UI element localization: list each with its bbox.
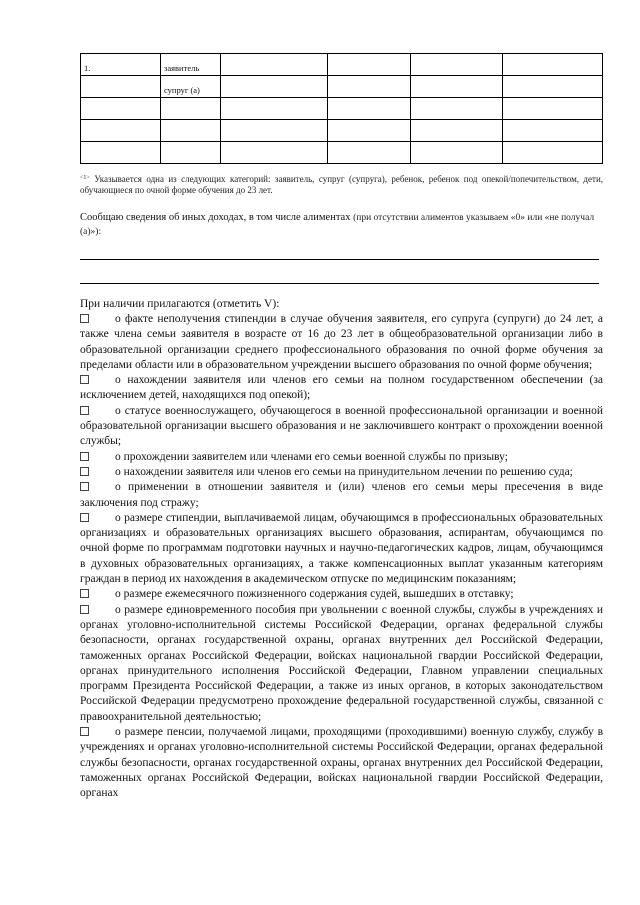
table-cell[interactable] — [221, 76, 328, 98]
table-cell[interactable] — [81, 98, 161, 120]
attachment-item — [80, 587, 603, 602]
table-cell[interactable]: супруг (а) — [161, 76, 221, 98]
checkbox-icon[interactable] — [80, 467, 89, 476]
checkbox-icon[interactable] — [80, 406, 89, 415]
other-income-lead: Сообщаю сведения об иных доходах, в том числе алиментах — [80, 212, 351, 223]
footnote-mark: <1> — [80, 175, 90, 181]
table-row — [81, 54, 603, 76]
attachment-item-text: о статусе военнослужащего, обучающегося в военной профессиональной организации и военной образовательной организации высшего образования и не заключившего контракт о прохождении военной службы; — [80, 404, 603, 448]
table-cell[interactable] — [328, 120, 411, 142]
table-cell[interactable] — [328, 98, 411, 120]
family-members-table — [80, 53, 603, 164]
table-cell[interactable] — [221, 98, 328, 120]
attachment-item-text: о нахождении заявителя или членов его семьи на полном государственном обеспечении (за исключением детей, находящихся под опекой); — [80, 374, 603, 402]
footnote-text: Указывается одна из следующих категорий: заявитель, супруг (супруга), ребенок, ребенок под опекой/попечительством, дети, обучающиеся по очной форме обучения до 23 лет. — [80, 174, 604, 195]
attachment-item — [80, 603, 603, 725]
checkbox-icon[interactable] — [80, 452, 89, 461]
table-cell[interactable] — [328, 54, 411, 76]
fill-line-2[interactable] — [80, 283, 599, 284]
checkbox-icon[interactable] — [80, 513, 89, 522]
attachment-item-text: о прохождении заявителем или членами его семьи военной службы по призыву; — [115, 450, 508, 463]
attachment-item-text: о размере ежемесячного пожизненного содержания судей, вышедших в отставку; — [115, 588, 514, 601]
table-cell[interactable] — [411, 120, 503, 142]
attachment-item — [80, 373, 603, 404]
attachment-item — [80, 450, 603, 465]
attachment-item-text: о применении в отношении заявителя и (или) членов его семьи меры пресечения в виде заключения под стражу; — [80, 481, 603, 509]
table-cell[interactable] — [221, 54, 328, 76]
attachment-item — [80, 465, 603, 480]
table-row — [81, 120, 603, 142]
attachment-item — [80, 511, 603, 587]
attachment-item — [80, 725, 603, 801]
table-cell[interactable] — [411, 142, 503, 164]
attachment-item-text: о факте неполучения стипендии в случае обучения заявителя, его супруга (супруги) до 24 лет, а также члена семьи заявителя в возрасте от 16 до 23 лет в общеобразовательной организации либо в образовательной организации среднего профессионального образования по очной форме обучения за пределами области или в образовательном учреждении высшего образования по очной форме обучения; — [80, 313, 603, 371]
checkbox-icon[interactable] — [80, 375, 89, 384]
table-cell[interactable] — [81, 76, 161, 98]
attachment-item-text: о размере стипендии, выплачиваемой лицам, обучающимся в профессиональных образовательных организациях и образовательных организациях высшего образования, аспирантам, обучающимся по очной форме по программам подготовки научных и научно-педагогических кадров, лицам, обучающимся в духовных образовательных организациях, а также компенсационных выплат указанным категориям граждан в период их нахождения в академическом отпуске по медицинским показаниям; — [80, 511, 603, 586]
table-cell[interactable] — [411, 54, 503, 76]
attachments-title: При наличии прилагаются (отметить V): — [80, 298, 280, 310]
attachments-list — [80, 312, 603, 802]
table-cell[interactable] — [503, 120, 603, 142]
table-cell[interactable] — [328, 142, 411, 164]
checkbox-icon[interactable] — [80, 314, 89, 323]
table-cell[interactable] — [503, 54, 603, 76]
checkbox-icon[interactable] — [80, 727, 89, 736]
fill-line-1[interactable] — [80, 259, 599, 260]
table-row — [81, 98, 603, 120]
table-cell[interactable] — [503, 76, 603, 98]
table-cell[interactable] — [221, 120, 328, 142]
attachment-item — [80, 480, 603, 511]
table-cell[interactable] — [81, 120, 161, 142]
table-cell[interactable] — [161, 142, 221, 164]
attachment-item — [80, 404, 603, 450]
table-cell[interactable] — [411, 98, 503, 120]
other-income-note: (при отсутствии алиментов указываем «0» или «не получал (а)»): — [80, 213, 595, 237]
checkbox-icon[interactable] — [80, 605, 89, 614]
attachment-item-text: о размере пенсии, получаемой лицами, проходящими (проходившими) военную службу, службу в учреждениях и органах уголовно-исполнительной системы Российской Федерации, органах федеральной службы безопасности, органах государственной охраны, органах внутренних дел Российской Федерации, таможенных органах Российской Федерации, войсках национальной гвардии Российской Федерации, органах — [80, 726, 603, 800]
table-cell[interactable]: заявитель — [161, 54, 221, 76]
table-cell[interactable] — [503, 98, 603, 120]
attachment-item-text: о нахождении заявителя или членов его семьи на принудительном лечении по решению суда; — [115, 465, 573, 478]
checkbox-icon[interactable] — [80, 482, 89, 491]
table-cell[interactable] — [221, 142, 328, 164]
checkbox-icon[interactable] — [80, 589, 89, 598]
footnote — [80, 173, 603, 196]
table-cell[interactable] — [503, 142, 603, 164]
table-row — [81, 76, 603, 98]
attachment-item-text: о размере единовременного пособия при увольнении с военной службы, службы в учреждениях и органах уголовно-исполнительной системы Российской Федерации, органах федеральной службы безопасности, органах государственной охраны, органах внутренних дел Российской Федерации, таможенных органах Российской Федерации, войсках национальной гвардии Российской Федерации, органах принудительного исполнения Российской Федерации, Главном управлении специальных программ Президента Российской Федерации, а также из иных органов, в которых законодательством Российской Федерации предусмотрено прохождение федеральной государственной службы, связанной с правоохранительной деятельностью; — [80, 603, 603, 723]
other-income-section — [80, 211, 603, 239]
table-cell[interactable] — [411, 76, 503, 98]
table-cell[interactable] — [81, 142, 161, 164]
table-cell[interactable] — [328, 76, 411, 98]
table-cell[interactable] — [161, 98, 221, 120]
table-row — [81, 142, 603, 164]
table-cell[interactable] — [161, 120, 221, 142]
table-cell[interactable]: 1. — [81, 54, 161, 76]
attachment-item — [80, 312, 603, 373]
